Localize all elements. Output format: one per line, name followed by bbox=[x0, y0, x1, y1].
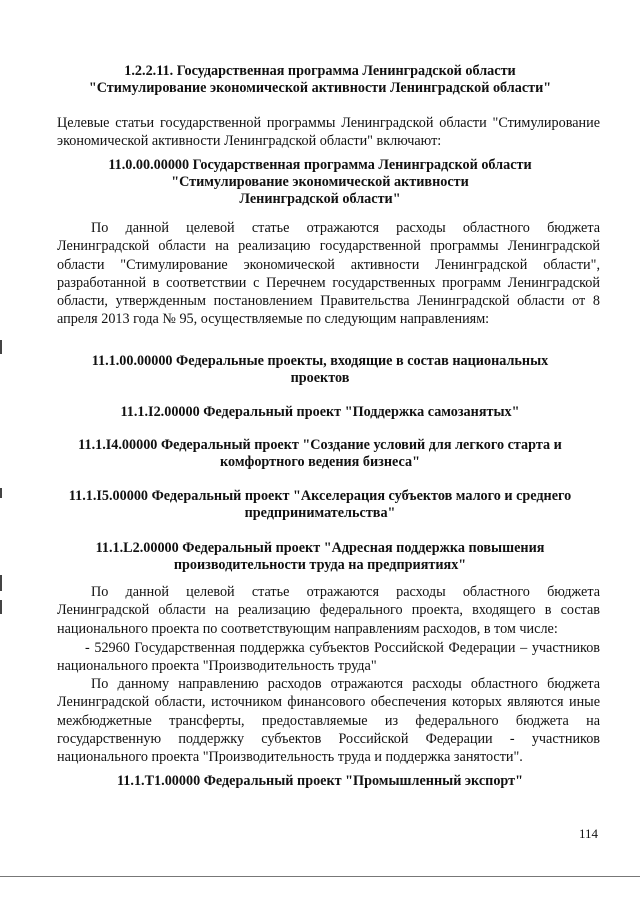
project-l2-heading-line-1: 11.1.L2.00000 Федеральный проект "Адресная поддержка повышения bbox=[95, 540, 545, 556]
section-title-line-2: "Стимулирование экономической активности Ленинградской области" bbox=[88, 80, 552, 96]
program-description: По данной целевой статье отражаются расходы областного бюджета Ленинградской области на реализацию государственной программы Ленинградской области "Стимулирование экономической активности Ленинградской области", разработанной в соответствии с Перечнем государственных программ Ленинградской области, утвержденным постановлением Правительства Ленинградской области от 8 апреля 2013 года № 95, осуществляемые по следующим направлениям: bbox=[57, 220, 600, 328]
l2-expense-item-description: По данному направлению расходов отражаются расходы областного бюджета Ленинградской области, источником финансового обеспечения которых являются иные межбюджетные трансферты, предоставляемые из федерального бюджета на государственную поддержку субъектов Российской Федерации - участников национального проекта "Производительность труда и поддержка занятости". bbox=[57, 676, 600, 766]
scan-edge-mark bbox=[0, 600, 2, 614]
program-heading-line-1: 11.0.00.00000 Государственная программа Ленинградской области bbox=[108, 157, 532, 173]
federal-projects-heading-line-2: проектов bbox=[290, 370, 350, 386]
federal-projects-heading-line-1: 11.1.00.00000 Федеральные проекты, входящие в состав национальных bbox=[91, 353, 549, 369]
scan-bottom-line bbox=[0, 876, 640, 877]
l2-expense-item: - 52960 Государственная поддержка субъектов Российской Федерации – участников национального проекта "Производительность труда" bbox=[57, 640, 600, 675]
project-i4-heading-line-2: комфортного ведения бизнеса" bbox=[220, 454, 420, 470]
project-i4-heading bbox=[40, 437, 600, 471]
project-i2-heading: 11.1.I2.00000 Федеральный проект "Поддержка самозанятых" bbox=[120, 404, 520, 420]
project-l2-heading-line-2: производительности труда на предприятиях" bbox=[173, 557, 467, 573]
page-number: 114 bbox=[578, 826, 598, 841]
program-heading-line-2: "Стимулирование экономической активности bbox=[171, 174, 469, 190]
section-title bbox=[40, 63, 600, 97]
program-heading-line-3: Ленинградской области" bbox=[239, 191, 401, 207]
scan-edge-mark bbox=[0, 575, 2, 591]
project-i5-heading-line-1: 11.1.I5.00000 Федеральный проект "Акселерация субъектов малого и среднего bbox=[68, 488, 572, 504]
project-l2-heading bbox=[40, 540, 600, 574]
program-heading bbox=[40, 157, 600, 208]
l2-description: По данной целевой статье отражаются расходы областного бюджета Ленинградской области на реализацию федерального проекта, входящего в состав национального проекта по соответствующим направлениям расходов, в том числе: bbox=[57, 584, 600, 637]
federal-projects-heading bbox=[40, 353, 600, 387]
project-t1-heading: 11.1.T1.00000 Федеральный проект "Промышленный экспорт" bbox=[117, 773, 523, 789]
project-i4-heading-line-1: 11.1.I4.00000 Федеральный проект "Создание условий для легкого старта и bbox=[78, 437, 562, 453]
project-i5-heading bbox=[40, 488, 600, 522]
intro-paragraph: Целевые статьи государственной программы Ленинградской области "Стимулирование экономической активности Ленинградской области" включают: bbox=[57, 115, 600, 150]
scan-edge-mark bbox=[0, 488, 2, 498]
section-title-line-1: 1.2.2.11. Государственная программа Ленинградской области bbox=[124, 63, 516, 79]
project-i5-heading-line-2: предпринимательства" bbox=[244, 505, 396, 521]
scan-edge-mark bbox=[0, 340, 2, 354]
